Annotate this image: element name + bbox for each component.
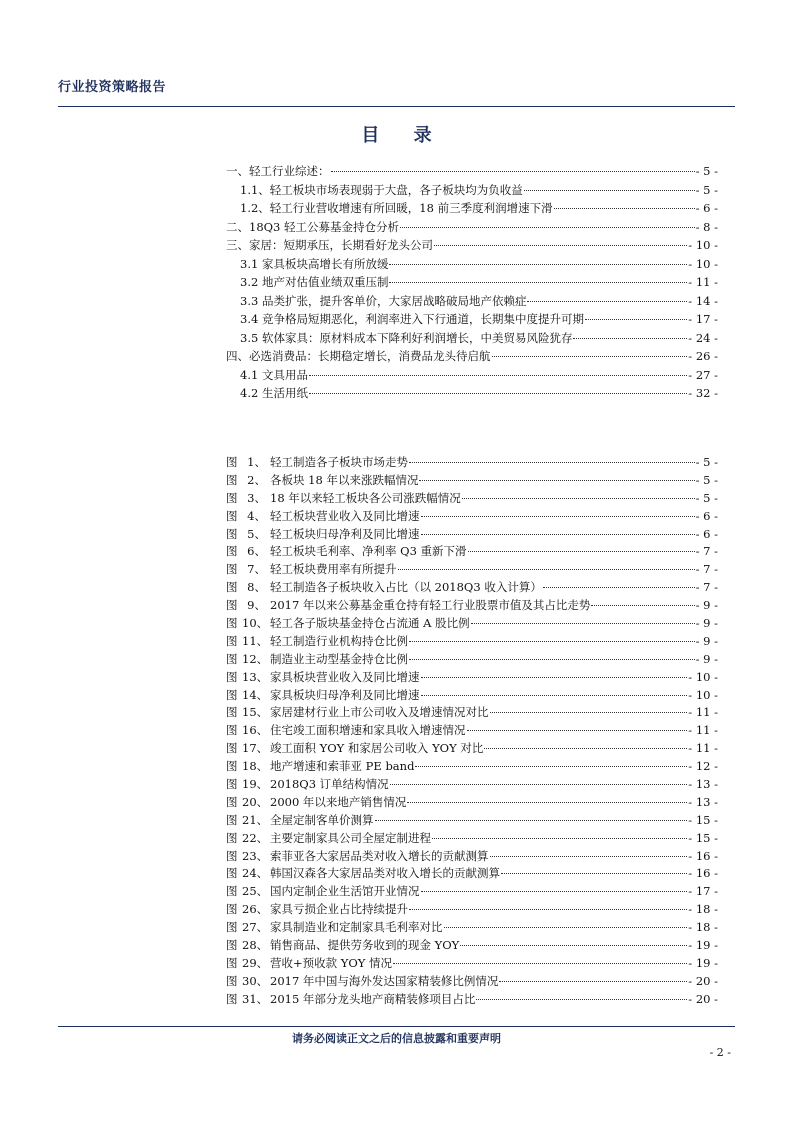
toc-leader-dots <box>492 356 688 357</box>
figure-number: 19、 <box>242 777 269 792</box>
toc-leader-dots <box>524 190 695 191</box>
figure-label: 图 <box>226 794 238 809</box>
figure-number: 2、 <box>247 472 266 487</box>
toc-entry-title: 3.4 竞争格局短期恶化，利润率进入下行通道，长期集中度提升可期 <box>240 312 584 326</box>
toc-leader-dots <box>389 282 687 283</box>
figure-title: 轻工板块归母净利及同比增速 <box>270 526 420 541</box>
figure-title: 家具亏损企业占比持续提升 <box>270 902 408 917</box>
figure-page: - 6 - <box>695 508 718 523</box>
figure-label: 图 <box>226 472 238 487</box>
figure-leader-dots <box>591 605 694 606</box>
figure-label: 图 <box>226 616 238 631</box>
figure-entry[interactable] <box>226 615 718 633</box>
figure-label: 图 <box>226 920 238 935</box>
figure-entry[interactable] <box>226 669 718 687</box>
figure-page: - 18 - <box>688 920 718 935</box>
toc-entry-title: 二、18Q3 轻工公募基金持仓分析 <box>226 219 400 234</box>
figure-label: 图 <box>226 544 238 559</box>
figure-number: 29、 <box>242 955 269 970</box>
figure-entry[interactable] <box>226 830 718 848</box>
figure-page: - 10 - <box>688 687 718 702</box>
figure-entry[interactable] <box>226 812 718 830</box>
toc-entry-page: - 32 - <box>688 386 718 400</box>
figure-title: 家具板块归母净利及同比增速 <box>270 687 420 702</box>
figure-label: 图 <box>226 508 238 523</box>
figure-leader-dots <box>390 784 688 785</box>
figure-entry[interactable] <box>226 472 718 490</box>
figure-number: 9、 <box>247 598 266 613</box>
figure-leader-dots <box>409 659 695 660</box>
figure-leader-dots <box>375 820 688 821</box>
figure-title: 家居建材行业上市公司收入及增速情况对比 <box>270 705 489 720</box>
toc-leader-dots <box>573 338 687 339</box>
figure-number: 12、 <box>242 651 269 666</box>
figure-label: 图 <box>226 812 238 827</box>
figure-number: 8、 <box>247 580 266 595</box>
figure-number: 25、 <box>242 884 269 899</box>
toc-entry[interactable] <box>226 366 718 385</box>
figure-page: - 19 - <box>688 938 718 953</box>
figure-title: 地产增速和索菲亚 PE band <box>270 759 415 774</box>
figure-page: - 13 - <box>688 794 718 809</box>
figure-entry[interactable] <box>226 633 718 651</box>
toc-entry-page: - 8 - <box>695 219 718 234</box>
figure-title: 住宅竣工面积增速和家具收入增速情况 <box>270 723 466 738</box>
toc-leader-dots <box>554 208 695 209</box>
figure-leader-dots <box>490 856 688 857</box>
figure-title: 国内定制企业生活馆开业情况 <box>270 884 420 899</box>
footer-disclaimer: 请务必阅读正文之后的信息披露和重要声明 <box>292 1032 501 1045</box>
toc-entry-page: - 17 - <box>688 312 718 326</box>
figure-title: 轻工制造各子板块收入占比（以 2018Q3 收入计算） <box>270 580 542 595</box>
figure-number: 3、 <box>247 490 266 505</box>
figure-leader-dots <box>421 695 688 696</box>
figure-label: 图 <box>226 830 238 845</box>
figure-label: 图 <box>226 741 238 756</box>
figure-title: 各板块 18 年以来涨跌幅情况 <box>270 472 419 487</box>
figure-page: - 7 - <box>695 580 718 595</box>
figure-page: - 11 - <box>688 741 718 756</box>
figure-leader-dots <box>460 945 687 946</box>
figure-page: - 9 - <box>695 598 718 613</box>
toc-entry[interactable] <box>226 181 718 200</box>
toc-entry-title: 3.5 软体家具：原材料成本下降利好利润增长，中美贸易风险犹存 <box>240 330 573 345</box>
figure-leader-dots <box>484 748 687 749</box>
toc-entry[interactable] <box>226 273 718 292</box>
toc-leader-dots <box>585 319 687 320</box>
figure-label: 图 <box>226 759 238 774</box>
toc-entry[interactable] <box>226 236 718 255</box>
figure-number: 1、 <box>247 455 266 469</box>
figure-number: 21、 <box>242 812 269 827</box>
figure-entry[interactable] <box>226 543 718 561</box>
figure-label: 图 <box>226 848 238 863</box>
toc-entry[interactable] <box>226 255 718 274</box>
figure-entry[interactable] <box>226 508 718 526</box>
toc-leader-dots <box>527 301 687 302</box>
figure-leader-dots <box>409 462 695 463</box>
figure-entry[interactable] <box>226 597 718 615</box>
header-divider <box>58 106 735 107</box>
figure-leader-dots <box>398 569 695 570</box>
figure-title: 2017 年中国与海外发达国家精装修比例情况 <box>270 973 499 988</box>
figure-entry[interactable] <box>226 651 718 669</box>
toc-leader-dots <box>309 375 687 376</box>
figure-index <box>226 454 718 1009</box>
figure-leader-dots <box>432 838 687 839</box>
figure-number: 11、 <box>242 633 269 648</box>
figure-title: 全屋定制客单价测算 <box>270 812 374 827</box>
figure-number: 24、 <box>242 866 269 881</box>
figure-number: 4、 <box>247 508 266 523</box>
toc-entry-page: - 26 - <box>688 349 718 363</box>
figure-entry[interactable] <box>226 901 718 919</box>
figure-number: 14、 <box>242 687 269 702</box>
figure-entry[interactable] <box>226 794 718 812</box>
figure-page: - 12 - <box>688 759 718 774</box>
figure-leader-dots <box>421 891 688 892</box>
toc-leader-dots <box>309 393 687 394</box>
toc-entry-page: - 5 - <box>695 164 718 178</box>
toc-entry-title: 四、必选消费品：长期稳定增长，消费品龙头待启航 <box>226 349 491 363</box>
figure-entry[interactable] <box>226 865 718 883</box>
figure-page: - 13 - <box>688 777 718 792</box>
figure-page: - 17 - <box>688 884 718 899</box>
figure-page: - 16 - <box>688 848 718 863</box>
footer-divider <box>58 1026 735 1027</box>
figure-entry[interactable] <box>226 776 718 794</box>
toc-entry[interactable] <box>226 162 718 181</box>
figure-label: 图 <box>226 598 238 613</box>
figure-page: - 9 - <box>695 633 718 648</box>
toc-entry-title: 4.2 生活用纸 <box>240 386 308 400</box>
figure-title: 韩国汉森各大家居品类对收入增长的贡献测算 <box>270 866 500 881</box>
figure-number: 18、 <box>242 759 269 774</box>
figure-number: 27、 <box>242 920 269 935</box>
figure-leader-dots <box>462 498 695 499</box>
toc-heading: 目 录 <box>361 125 446 146</box>
figure-title: 家具制造业和定制家具毛利率对比 <box>270 920 443 935</box>
figure-label: 图 <box>226 884 238 899</box>
figure-entry[interactable] <box>226 991 718 1009</box>
figure-number: 31、 <box>242 991 269 1006</box>
figure-title: 轻工各子版块基金持仓占流通 A 股比例 <box>270 616 470 631</box>
figure-leader-dots <box>421 516 695 517</box>
figure-page: - 11 - <box>688 705 718 720</box>
toc-entry-page: - 6 - <box>695 201 718 215</box>
toc-entry-title: 4.1 文具用品 <box>240 367 308 382</box>
figure-entry[interactable] <box>226 973 718 991</box>
figure-label: 图 <box>226 580 238 595</box>
toc-leader-dots <box>434 245 687 246</box>
figure-leader-dots <box>409 641 695 642</box>
figure-entry[interactable] <box>226 937 718 955</box>
figure-entry[interactable] <box>226 722 718 740</box>
figure-title: 制造业主动型基金持仓比例 <box>270 651 408 666</box>
figure-page: - 16 - <box>688 866 718 881</box>
figure-leader-dots <box>471 623 695 624</box>
figure-number: 10、 <box>242 616 269 631</box>
figure-label: 图 <box>226 651 238 666</box>
figure-entry[interactable] <box>226 758 718 776</box>
figure-leader-dots <box>501 873 687 874</box>
toc-entry-title: 3.2 地产对估值业绩双重压制 <box>240 275 389 289</box>
figure-page: - 5 - <box>695 472 718 487</box>
figure-leader-dots <box>444 927 688 928</box>
figure-entry[interactable] <box>226 740 718 758</box>
figure-entry[interactable] <box>226 687 718 705</box>
figure-leader-dots <box>393 963 687 964</box>
figure-title: 销售商品、提供劳务收到的现金 YOY <box>270 938 460 953</box>
figure-label: 图 <box>226 938 238 953</box>
figure-page: - 5 - <box>695 490 718 505</box>
toc-leader-dots <box>400 227 695 228</box>
figure-title: 竣工面积 YOY 和家居公司收入 YOY 对比 <box>270 741 484 756</box>
figure-title: 轻工制造各子板块市场走势 <box>270 455 408 469</box>
figure-leader-dots <box>421 534 695 535</box>
toc-entry[interactable] <box>226 384 718 403</box>
figure-label: 图 <box>226 973 238 988</box>
figure-leader-dots <box>409 909 687 910</box>
figure-label: 图 <box>226 526 238 541</box>
figure-label: 图 <box>226 490 238 505</box>
toc-entry-page: - 27 - <box>688 367 718 382</box>
figure-label: 图 <box>226 705 238 720</box>
figure-entry[interactable] <box>226 561 718 579</box>
figure-page: - 15 - <box>688 830 718 845</box>
figure-leader-dots <box>476 999 687 1000</box>
toc-leader-dots <box>389 264 687 265</box>
figure-title: 轻工板块营业收入及同比增速 <box>270 508 420 523</box>
toc-entry[interactable] <box>226 199 718 218</box>
page-number: - 2 - <box>709 1046 731 1059</box>
figure-page: - 5 - <box>695 455 718 469</box>
figure-number: 6、 <box>247 544 266 559</box>
figure-number: 22、 <box>242 830 269 845</box>
toc-entry-page: - 5 - <box>695 182 718 197</box>
figure-page: - 20 - <box>688 973 718 988</box>
figure-leader-dots <box>467 730 688 731</box>
toc-entry[interactable] <box>226 347 718 366</box>
figure-page: - 9 - <box>695 616 718 631</box>
figure-title: 2015 年部分龙头地产商精装修项目占比 <box>270 991 476 1006</box>
table-of-contents <box>226 162 718 403</box>
figure-entry[interactable] <box>226 579 718 597</box>
figure-number: 13、 <box>242 669 269 684</box>
toc-entry[interactable] <box>226 310 718 329</box>
figure-label: 图 <box>226 777 238 792</box>
figure-number: 20、 <box>242 794 269 809</box>
figure-label: 图 <box>226 562 238 577</box>
figure-leader-dots <box>419 480 694 481</box>
figure-entry[interactable] <box>226 883 718 901</box>
figure-label: 图 <box>226 866 238 881</box>
figure-label: 图 <box>226 723 238 738</box>
figure-entry[interactable] <box>226 526 718 544</box>
figure-leader-dots <box>421 677 688 678</box>
toc-entry-title: 一、轻工行业综述： <box>226 164 330 178</box>
figure-leader-dots <box>490 712 688 713</box>
figure-title: 2000 年以来地产销售情况 <box>270 794 407 809</box>
toc-entry-title: 3.1 家具板块高增长有所放缓 <box>240 256 389 271</box>
toc-entry-page: - 24 - <box>688 330 718 345</box>
figure-title: 18 年以来轻工板块各公司涨跌幅情况 <box>270 490 461 505</box>
figure-title: 轻工板块费用率有所提升 <box>270 562 397 577</box>
figure-leader-dots <box>499 981 687 982</box>
figure-entry[interactable] <box>226 454 718 472</box>
figure-page: - 7 - <box>695 544 718 559</box>
toc-entry-title: 1.2、轻工行业营收增速有所回暖，18 前三季度利润增速下滑 <box>240 201 553 215</box>
figure-number: 26、 <box>242 902 269 917</box>
toc-entry[interactable] <box>226 329 718 348</box>
figure-label: 图 <box>226 687 238 702</box>
figure-number: 23、 <box>242 848 269 863</box>
figure-entry[interactable] <box>226 490 718 508</box>
figure-leader-dots <box>468 551 695 552</box>
figure-page: - 18 - <box>688 902 718 917</box>
toc-entry-title: 1.1、轻工板块市场表现弱于大盘，各子板块均为负收益 <box>240 182 523 197</box>
figure-entry[interactable] <box>226 704 718 722</box>
figure-number: 16、 <box>242 723 269 738</box>
figure-title: 主要定制家具公司全屋定制进程 <box>270 830 431 845</box>
figure-page: - 20 - <box>688 991 718 1006</box>
figure-title: 轻工制造行业机构持仓比例 <box>270 633 408 648</box>
figure-page: - 9 - <box>695 651 718 666</box>
figure-title: 2018Q3 订单结构情况 <box>270 777 389 792</box>
toc-entry[interactable] <box>226 218 718 237</box>
figure-page: - 15 - <box>688 812 718 827</box>
toc-entry-page: - 14 - <box>688 293 718 308</box>
figure-page: - 7 - <box>695 562 718 577</box>
figure-number: 28、 <box>242 938 269 953</box>
figure-number: 5、 <box>247 526 266 541</box>
figure-entry[interactable] <box>226 919 718 937</box>
figure-leader-dots <box>415 766 687 767</box>
figure-title: 索菲亚各大家居品类对收入增长的贡献测算 <box>270 848 489 863</box>
figure-number: 30、 <box>242 973 269 988</box>
figure-entry[interactable] <box>226 848 718 866</box>
toc-entry-page: - 10 - <box>688 238 718 252</box>
figure-page: - 10 - <box>688 669 718 684</box>
figure-page: - 11 - <box>688 723 718 738</box>
figure-number: 7、 <box>247 562 266 577</box>
toc-entry-page: - 11 - <box>688 275 718 289</box>
figure-title: 家具板块营业收入及同比增速 <box>270 669 420 684</box>
figure-number: 15、 <box>242 705 269 720</box>
toc-entry-page: - 10 - <box>688 256 718 271</box>
figure-page: - 19 - <box>688 955 718 970</box>
figure-label: 图 <box>226 455 238 469</box>
figure-label: 图 <box>226 955 238 970</box>
figure-page: - 6 - <box>695 526 718 541</box>
figure-number: 17、 <box>242 741 269 756</box>
report-type-header: 行业投资策略报告 <box>58 80 167 95</box>
figure-entry[interactable] <box>226 955 718 973</box>
toc-entry-title: 三、家居：短期承压，长期看好龙头公司 <box>226 238 433 252</box>
figure-title: 轻工板块毛利率、净利率 Q3 重新下滑 <box>270 544 467 559</box>
toc-entry[interactable] <box>226 292 718 311</box>
figure-title: 2017 年以来公募基金重仓持有轻工行业股票市值及其占比走势 <box>270 598 591 613</box>
toc-entry-title: 3.3 品类扩张，提升客单价，大家居战略破局地产依赖症 <box>240 293 527 308</box>
figure-leader-dots <box>407 802 687 803</box>
figure-label: 图 <box>226 991 238 1006</box>
figure-label: 图 <box>226 633 238 648</box>
figure-label: 图 <box>226 669 238 684</box>
figure-leader-dots <box>543 587 695 588</box>
figure-label: 图 <box>226 902 238 917</box>
figure-title: 营收+预收款 YOY 情况 <box>270 955 393 970</box>
toc-leader-dots <box>331 171 695 172</box>
